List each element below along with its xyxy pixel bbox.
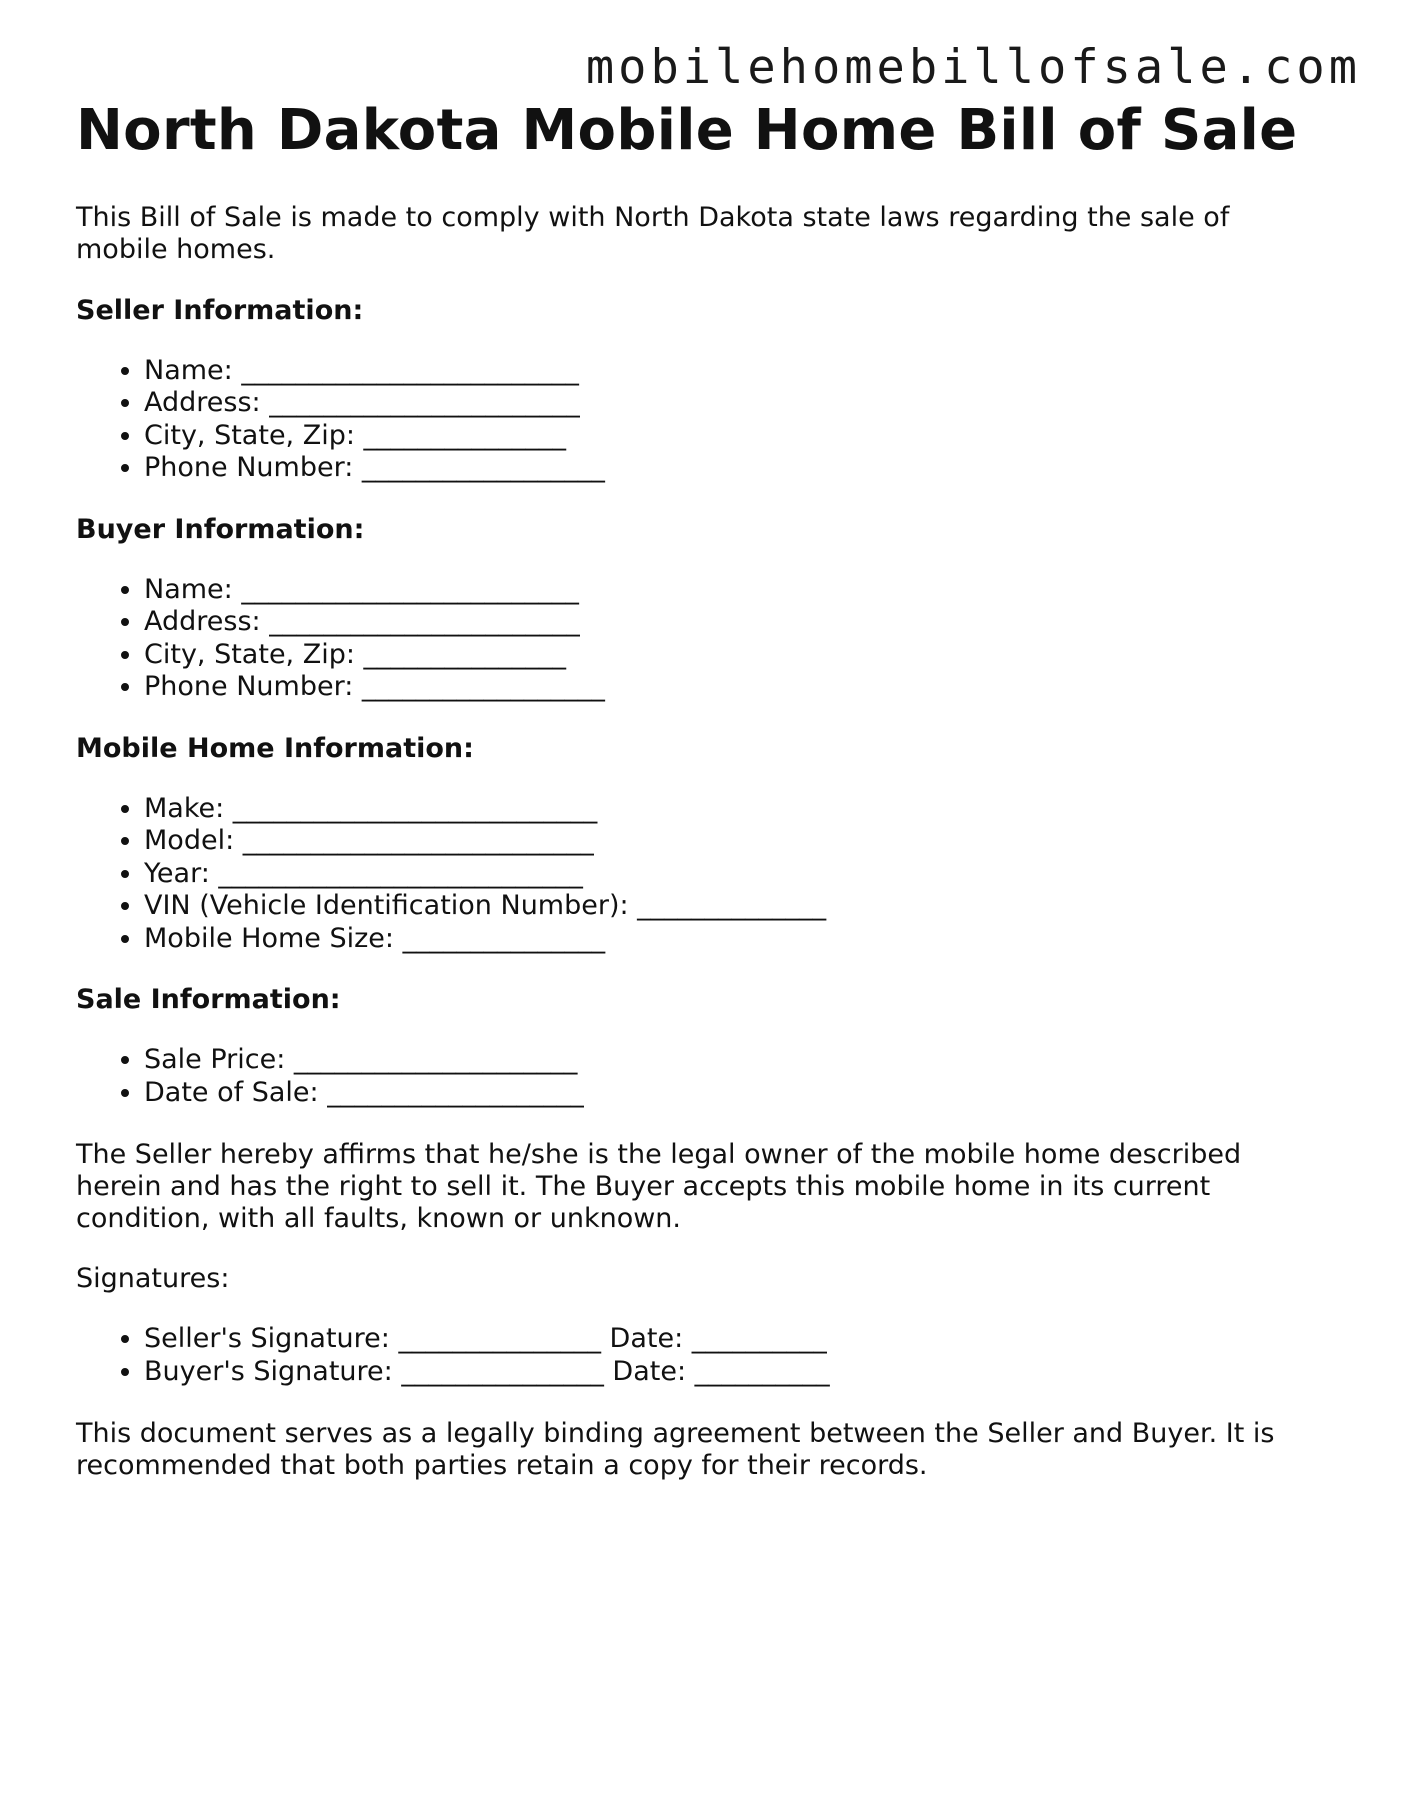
vin-field: • VIN (Vehicle Identification Number): ______________ [144,890,1336,923]
intro-paragraph: This Bill of Sale is made to comply with North Dakota state laws regarding the sale of mobile homes. [76,201,1230,265]
sale-price-field: • Sale Price: _____________________ [144,1044,1336,1077]
bill-of-sale-document [76,100,1336,1482]
mobile-home-size-field: • Mobile Home Size: _______________ [144,923,1336,956]
seller-section-heading: Seller Information: [76,294,364,326]
buyer-address-field: • Address: _______________________ [144,606,1336,639]
mobile-home-fields-list [76,793,1336,956]
sale-fields-list [76,1044,1336,1109]
make-field: • Make: ___________________________ [144,793,1336,826]
buyer-fields-list [76,574,1336,704]
buyer-signature-field: • Buyer's Signature: _______________ Date: __________ [144,1356,1336,1389]
year-field: • Year: ___________________________ [144,858,1336,891]
seller-signature-field: • Seller's Signature: _______________ Date: __________ [144,1323,1336,1356]
buyer-phone-field: • Phone Number: __________________ [144,671,1336,704]
sale-section-heading: Sale Information: [76,984,341,1016]
signatures-list [76,1323,1336,1388]
closing-paragraph: This document serves as a legally binding agreement between the Seller and Buyer. It is recommended that both parties retain a copy for their records. [76,1418,1275,1482]
document-title: North Dakota Mobile Home Bill of Sale [76,98,1298,163]
buyer-section-heading: Buyer Information: [76,513,365,545]
seller-phone-field: • Phone Number: __________________ [144,452,1336,485]
date-of-sale-field: • Date of Sale: ___________________ [144,1077,1336,1110]
affirmation-paragraph: The Seller hereby affirms that he/she is the legal owner of the mobile home described herein and has the right to sell it. The Buyer accepts this mobile home in its current condition, with all faults, known or unknown. [76,1139,1242,1235]
site-watermark: mobilehomebillofsale.com [585,40,1361,95]
model-field: • Model: __________________________ [144,825,1336,858]
seller-fields-list [76,355,1336,485]
seller-city-state-zip-field: • City, State, Zip: _______________ [144,420,1336,453]
buyer-name-field: • Name: _________________________ [144,574,1336,607]
seller-address-field: • Address: _______________________ [144,387,1336,420]
mobile-home-section-heading: Mobile Home Information: [76,732,474,764]
buyer-city-state-zip-field: • City, State, Zip: _______________ [144,639,1336,672]
seller-name-field: • Name: _________________________ [144,355,1336,388]
signatures-heading: Signatures: [76,1263,230,1295]
